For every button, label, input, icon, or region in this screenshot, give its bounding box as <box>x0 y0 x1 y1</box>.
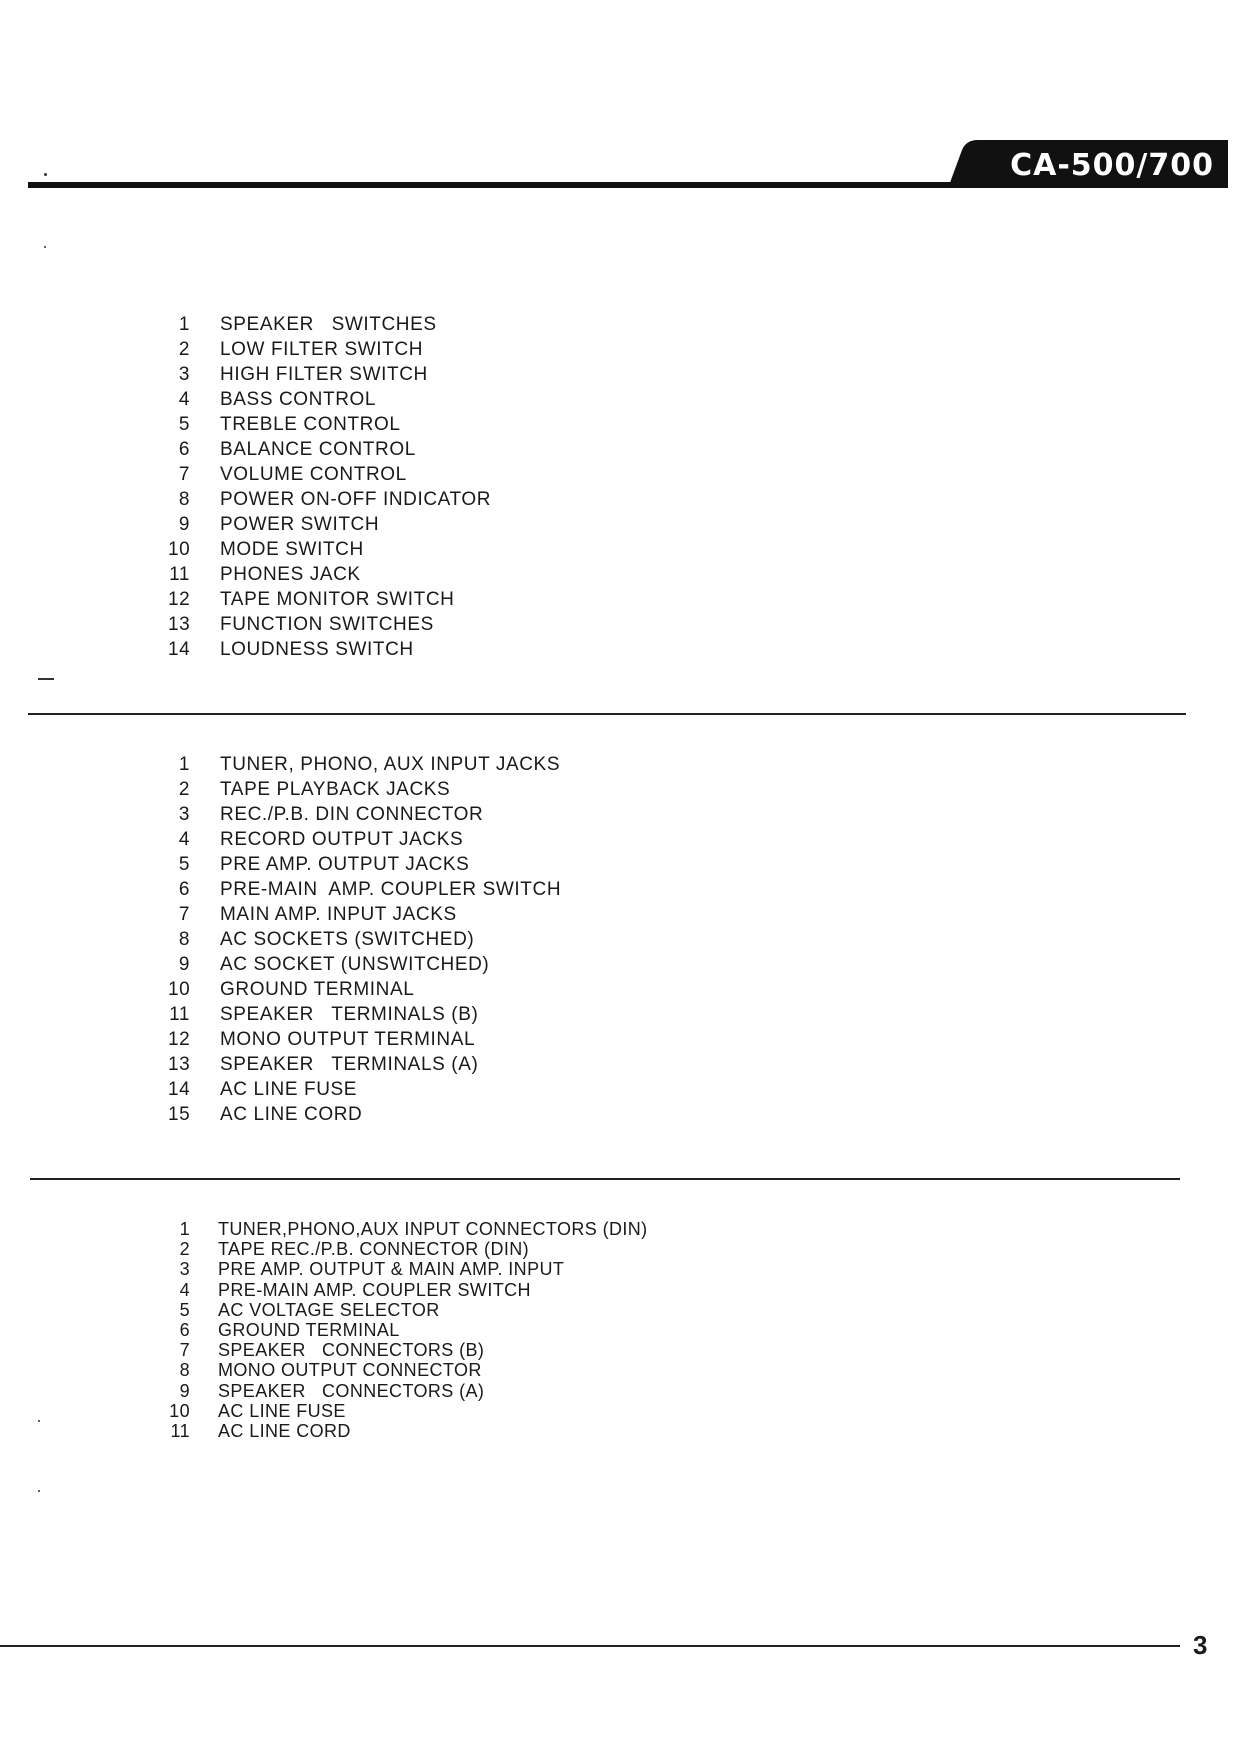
item-number: 13 <box>168 1054 191 1075</box>
item-number: 14 <box>168 639 191 660</box>
item-label: TAPE REC./P.B. CONNECTOR (DIN) <box>218 1239 530 1260</box>
item-label: LOW FILTER SWITCH <box>220 339 424 360</box>
item-number: 3 <box>178 364 190 385</box>
item-label: PRE-MAIN AMP. COUPLER SWITCH <box>218 1279 531 1300</box>
item-number: 10 <box>168 979 191 1000</box>
item-number: 5 <box>179 1299 190 1320</box>
item-number: 9 <box>179 1380 190 1401</box>
item-number: 10 <box>169 1400 190 1421</box>
item-number: 1 <box>178 754 190 775</box>
item-label: TREBLE CONTROL <box>220 414 401 435</box>
item-label: PRE-MAIN AMP. COUPLER SWITCH <box>220 879 562 900</box>
item-label: PHONES JACK <box>220 564 361 585</box>
section-divider <box>28 713 1186 715</box>
item-number: 14 <box>168 1079 191 1100</box>
item-number: 4 <box>178 389 190 410</box>
item-label: AC LINE CORD <box>218 1420 351 1441</box>
item-label: RECORD OUTPUT JACKS <box>220 829 464 850</box>
item-number: 4 <box>179 1279 190 1300</box>
item-number: 13 <box>168 614 191 635</box>
item-number: 6 <box>179 1319 190 1340</box>
item-label: SPEAKER CONNECTORS (A) <box>218 1380 485 1401</box>
item-number: 5 <box>178 414 190 435</box>
scan-speck <box>44 246 46 248</box>
item-number: 9 <box>178 954 190 975</box>
item-label: PRE AMP. OUTPUT & MAIN AMP. INPUT <box>218 1259 565 1280</box>
item-number: 8 <box>179 1360 190 1381</box>
item-number: 7 <box>179 1340 190 1361</box>
item-label: AC LINE FUSE <box>220 1079 358 1100</box>
item-label: SPEAKER TERMINALS (A) <box>220 1054 479 1075</box>
item-number: 6 <box>178 879 190 900</box>
item-label: GROUND TERMINAL <box>220 979 415 1000</box>
item-number: 5 <box>178 854 190 875</box>
item-number: 4 <box>178 829 190 850</box>
item-label: MAIN AMP. INPUT JACKS <box>220 904 457 925</box>
item-number: 7 <box>178 904 190 925</box>
item-number: 2 <box>178 779 190 800</box>
item-label: PRE AMP. OUTPUT JACKS <box>220 854 470 875</box>
item-number: 3 <box>178 804 190 825</box>
item-label: AC LINE FUSE <box>218 1400 346 1421</box>
item-number: 6 <box>178 439 190 460</box>
page-number: 3 <box>1193 1630 1208 1660</box>
scan-speck <box>44 173 47 176</box>
item-number: 8 <box>178 489 190 510</box>
item-label: GROUND TERMINAL <box>218 1319 400 1340</box>
item-label: SPEAKER CONNECTORS (B) <box>218 1340 485 1361</box>
item-number: 12 <box>168 589 191 610</box>
model-number: CA-500/700 <box>1010 148 1214 183</box>
item-number: 8 <box>178 929 190 950</box>
item-label: HIGH FILTER SWITCH <box>220 364 428 385</box>
item-label: SPEAKER SWITCHES <box>220 314 437 335</box>
item-label: REC./P.B. DIN CONNECTOR <box>220 804 484 825</box>
item-label: BALANCE CONTROL <box>220 439 416 460</box>
item-label: SPEAKER TERMINALS (B) <box>220 1004 479 1025</box>
item-label: TUNER,PHONO,AUX INPUT CONNECTORS (DIN) <box>218 1219 648 1239</box>
item-label: AC SOCKET (UNSWITCHED) <box>220 954 490 975</box>
footer-rule <box>0 1645 1180 1647</box>
item-number: 15 <box>168 1104 191 1125</box>
item-label: POWER SWITCH <box>220 514 380 535</box>
item-label: AC SOCKETS (SWITCHED) <box>220 929 475 950</box>
scan-speck <box>38 1490 40 1492</box>
item-label: MONO OUTPUT TERMINAL <box>220 1029 476 1050</box>
item-label: VOLUME CONTROL <box>220 464 407 485</box>
item-label: TAPE MONITOR SWITCH <box>220 589 455 610</box>
item-number: 9 <box>178 514 190 535</box>
scan-speck <box>38 1420 40 1422</box>
item-number: 10 <box>168 539 191 560</box>
item-number: 1 <box>179 1219 190 1239</box>
item-label: MONO OUTPUT CONNECTOR <box>218 1360 482 1381</box>
item-number: 7 <box>178 464 190 485</box>
item-number: 11 <box>169 564 190 585</box>
item-label: BASS CONTROL <box>220 389 377 410</box>
item-number: 11 <box>170 1420 190 1441</box>
item-label: FUNCTION SWITCHES <box>220 614 434 635</box>
section-divider <box>30 1178 1180 1180</box>
item-number: 11 <box>169 1004 190 1025</box>
model-tab <box>948 140 1228 188</box>
item-label: AC VOLTAGE SELECTOR <box>218 1299 440 1320</box>
item-label: AC LINE CORD <box>220 1104 363 1125</box>
item-label: LOUDNESS SWITCH <box>220 639 414 660</box>
item-number: 12 <box>168 1029 191 1050</box>
item-number: 2 <box>179 1239 190 1260</box>
item-number: 2 <box>178 339 190 360</box>
item-number: 3 <box>179 1259 190 1280</box>
item-label: TAPE PLAYBACK JACKS <box>220 779 451 800</box>
item-number: 1 <box>178 314 190 335</box>
item-label: TUNER, PHONO, AUX INPUT JACKS <box>220 754 561 775</box>
item-label: MODE SWITCH <box>220 539 364 560</box>
margin-dash <box>38 678 54 680</box>
item-label: POWER ON-OFF INDICATOR <box>220 489 492 510</box>
